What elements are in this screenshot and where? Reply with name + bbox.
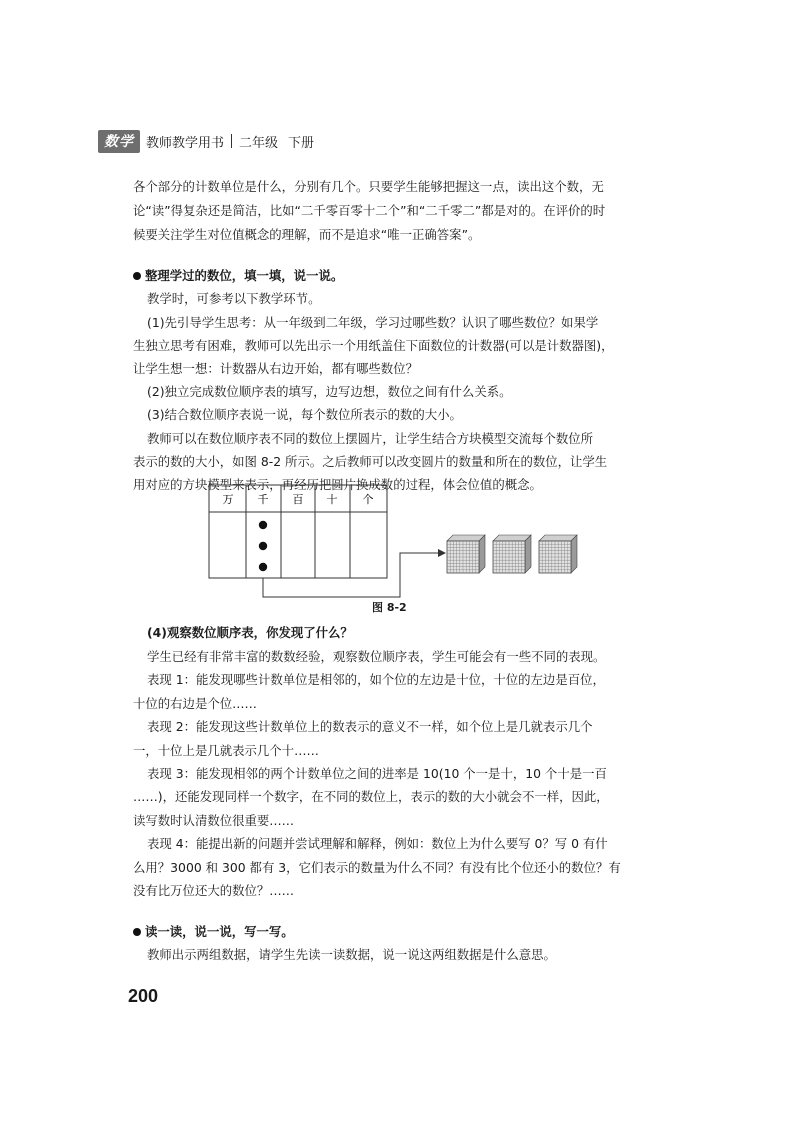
counter-chip (259, 521, 267, 529)
page-number: 200 (128, 986, 159, 1006)
cube-blocks-group (447, 535, 577, 573)
section2-line: 表现 3：能发现相邻的两个计数单位之间的进率是 10(10 个一是十，10 个十是一百 (147, 766, 607, 781)
thousand-cube-icon (493, 535, 531, 573)
section1-line: 教学时，可参考以下教学环节。 (147, 291, 321, 306)
column-header-shi: 十 (326, 493, 338, 506)
counter-chip (259, 563, 267, 571)
bullet-icon (133, 928, 141, 936)
section3-heading-text: 读一读，说一说，写一写。 (145, 924, 294, 939)
section2-line: 十位的右边是个位…… (133, 696, 257, 711)
section3-line: 教师出示两组数据，请学生先读一读数据，说一说这两组数据是什么意思。 (147, 947, 556, 962)
section1-heading-text: 整理学过的数位，填一填，说一说。 (145, 268, 344, 283)
section2-line: 表现 2：能发现这些计数单位上的数表示的意义不一样，如个位上是几就表示几个 (147, 719, 593, 734)
subject-logo: 数学 (98, 130, 140, 153)
intro-line-3: 候要关注学生对位值概念的理解，而不是追求“唯一正确答案”。 (133, 227, 481, 242)
section1-line: (3)结合数位顺序表说一说，每个数位所表示的数的大小。 (147, 407, 462, 422)
section2-line: ……)，还能发现同样一个数字，在不同的数位上，表示的数的大小就会不一样，因此， (133, 789, 609, 804)
place-value-table (209, 485, 387, 578)
figure-caption: 图 8-2 (372, 601, 407, 614)
section1-line: 教师可以在数位顺序表不同的数位上摆圆片，让学生结合方块模型交流每个数位所 (147, 431, 594, 446)
arrow-head-icon (438, 549, 446, 557)
column-header-bai: 百 (292, 493, 304, 506)
section2-line: 表现 1：能发现哪些计数单位是相邻的，如个位的左边是十位，十位的左边是百位， (147, 672, 605, 687)
section2-line: 读写数时认清数位很重要…… (133, 813, 295, 828)
column-header-ge: 个 (362, 493, 374, 506)
section2-line: 表现 4：能提出新的问题并尝试理解和解释，例如：数位上为什么要写 0？写 0 有什 (147, 836, 608, 851)
thousand-cube-icon (447, 535, 485, 573)
section2-line: 学生已经有非常丰富的数数经验，观察数位顺序表，学生可能会有一些不同的表现。 (147, 649, 606, 664)
section2-line: (4)观察数位顺序表，你发现了什么？ (147, 625, 353, 640)
intro-line-1: 各个部分的计数单位是什么，分别有几个。只要学生能够把握这一点，读出这个数，无 (133, 179, 604, 194)
section1-line: (2)独立完成数位顺序表的填写，边写边想，数位之间有什么关系。 (147, 384, 512, 399)
section1-line: 生独立思考有困难，教师可以先出示一个用纸盖住下面数位的计数器(可以是计数器图)， (133, 338, 614, 353)
section2-line: 么用？3000 和 300 都有 3，它们表示的数量为什么不同？有没有比个位还小的数位？有 (133, 860, 621, 875)
intro-line-2: 论“读”得复杂还是简洁，比如“二千零百零十二个”和“二千零二”都是对的。在评价的时 (133, 203, 606, 218)
section3-heading (133, 924, 661, 940)
section2-line: 没有比万位还大的数位？…… (133, 883, 295, 898)
volume-label: 下册 (288, 135, 315, 151)
grade-label: 二年级 (239, 135, 279, 151)
book-title: 教师教学用书 (146, 135, 225, 151)
column-header-qian: 千 (257, 493, 269, 506)
column-header-wan: 万 (222, 493, 234, 506)
section1-line: (1)先引导学生思考：从一年级到二年级，学习过哪些数？认识了哪些数位？如果学 (147, 315, 599, 330)
section1-line: 用对应的方块模型来表示，再经历把圆片换成数的过程，体会位值的概念。 (133, 477, 542, 492)
counter-chip (259, 542, 267, 550)
section1-line: 让学生想一想：计数器从右边开始，都有哪些数位？ (133, 361, 418, 376)
section1-line: 表示的数的大小，如图 8-2 所示。之后教师可以改变圆片的数量和所在的数位，让学生 (133, 454, 608, 469)
counters-group (259, 521, 267, 571)
thousand-cube-icon (539, 535, 577, 573)
section2-line: 一，十位上是几就表示几个十…… (133, 743, 319, 758)
